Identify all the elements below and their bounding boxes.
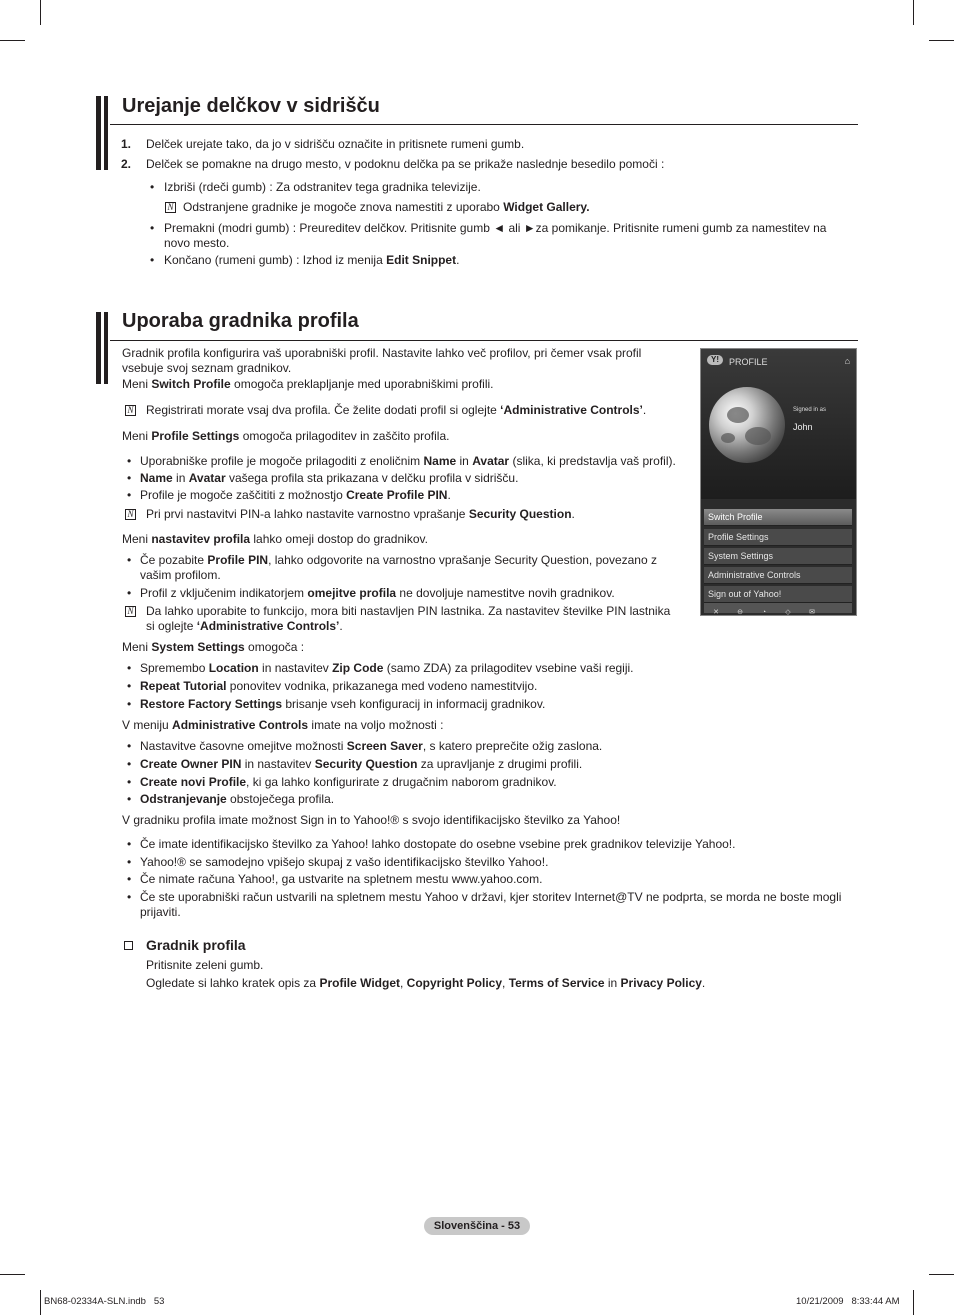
list-item: Če pozabite Profile PIN, lahko odgovorite na varnostno vprašanje Security Question, povezano z: [140, 553, 657, 567]
section-bar: [96, 96, 110, 170]
paragraph: Meni nastavitev profila lahko omeji dostop do gradnikov.: [122, 532, 428, 546]
bullet: •: [127, 855, 132, 869]
paragraph: Meni Profile Settings omogoča prilagoditev in zaščito profila.: [122, 429, 450, 443]
note-text: Registrirati morate vsaj dva profila. Če želite dodati profil si oglejte ‘Administrative Controls’.: [146, 403, 647, 417]
bullet: •: [127, 872, 132, 886]
menu-switch-profile[interactable]: Switch Profile: [704, 509, 852, 526]
checkbox-icon: [124, 941, 133, 950]
step-text: Delček se pomakne na drugo mesto, v podoknu delčka pa se prikaže naslednje besedilo pomoči :: [146, 157, 665, 171]
crop-mark: [929, 1274, 954, 1275]
bullet: •: [150, 221, 155, 235]
bullet: •: [127, 775, 132, 789]
list-item: Name in Avatar vašega profila sta prikazana v delčku profila v sidrišču.: [140, 471, 519, 485]
crop-mark: [929, 40, 954, 41]
list-item: Premakni (modri gumb) : Preureditev delčkov. Pritisnite gumb ◄ ali ►za pomikanje. Pritisnite rumeni gumb za namestitev na: [164, 221, 827, 235]
list-item: Restore Factory Settings brisanje vseh konfiguracij in informacij gradnikov.: [140, 697, 546, 711]
list-item: Spremembo Location in nastavitev Zip Code (samo ZDA) za prilagoditev vsebine vaši regiji.: [140, 661, 634, 675]
crop-mark: [913, 0, 914, 25]
bullet: •: [127, 586, 132, 600]
list-item: Nastavitve časovne omejitve možnosti Screen Saver, s katero preprečite ožig zaslona.: [140, 739, 603, 753]
paragraph: Pritisnite zeleni gumb.: [146, 958, 264, 972]
paragraph: vsebuje svoj seznam gradnikov.: [122, 361, 292, 375]
paragraph: Meni Switch Profile omogoča preklapljanje med uporabniškimi profili.: [122, 377, 494, 391]
list-item: prijaviti.: [140, 905, 181, 919]
step-text: Delček urejate tako, da jo v sidrišču označite in pritisnete rumeni gumb.: [146, 137, 525, 151]
diamond-icon[interactable]: ◇: [785, 609, 791, 616]
bullet: •: [127, 553, 132, 567]
list-item: Profil z vključenim indikatorjem omejitve profila ne dovoljuje namestitve novih gradnikov.: [140, 586, 615, 600]
bullet: •: [127, 837, 132, 851]
list-item: Izbriši (rdeči gumb) : Za odstranitev tega gradnika televizije.: [164, 180, 481, 194]
crop-mark: [40, 0, 41, 25]
crop-mark: [0, 1274, 25, 1275]
menu-sign-out[interactable]: Sign out of Yahoo!: [704, 586, 852, 603]
note-icon: N: [125, 509, 136, 520]
bullet: •: [127, 661, 132, 675]
note-text: Odstranjene gradnike je mogoče znova namestiti z uporabo Widget Gallery.: [183, 200, 590, 214]
note-icon: N: [125, 606, 136, 617]
note-text: Pri prvi nastavitvi PIN-a lahko nastavite varnostno vprašanje Security Question.: [146, 507, 575, 521]
bullet: •: [127, 488, 132, 502]
bullet: •: [127, 792, 132, 806]
menu-system-settings[interactable]: System Settings: [704, 548, 852, 565]
list-item: Če imate identifikacijsko številko za Yahoo! lahko dostopate do osebne vsebine prek gradnikov televizije Yahoo!.: [140, 837, 736, 851]
profile-title: PROFILE: [729, 357, 768, 367]
page-number: Slovenščina - 53: [424, 1217, 530, 1235]
widget-icon[interactable]: ◔: [761, 609, 767, 616]
signed-in-label: Signed in as: [793, 407, 827, 413]
bullet: •: [150, 253, 155, 267]
list-item: Create novi Profile, ki ga lahko konfigurirate z drugačnim naborom gradnikov.: [140, 775, 557, 789]
bullet: •: [127, 739, 132, 753]
file-name: BN68-02334A-SLN.indb 53: [44, 1296, 165, 1307]
menu-administrative-controls[interactable]: Administrative Controls: [704, 567, 852, 584]
bullet: •: [127, 679, 132, 693]
step-number: 2.: [121, 157, 132, 171]
yahoo-logo: Y!: [707, 355, 723, 365]
paragraph: Gradnik profila konfigurira vaš uporabniški profil. Nastavite lahko več profilov, pri čemer vsak profil: [122, 346, 642, 360]
list-item: Yahoo!® se samodejno vpišejo skupaj z vašo identifikacijsko številko Yahoo!.: [140, 855, 549, 869]
bullet: •: [127, 471, 132, 485]
list-item: vašim profilom.: [140, 568, 221, 582]
list-item: novo mesto.: [164, 236, 230, 250]
bullet: •: [127, 454, 132, 468]
note-text: Da lahko uporabite to funkcijo, mora biti nastavljen PIN lastnika. Za nastavitev številke PIN lastnika: [146, 604, 671, 618]
paragraph: V gradniku profila imate možnost Sign in to Yahoo!® s svojo identifikacijsko številko za Yahoo!: [122, 813, 621, 827]
mail-icon[interactable]: ✉: [809, 609, 815, 616]
list-item: Repeat Tutorial ponovitev vodnika, prikazanega med vodeno namestitvijo.: [140, 679, 538, 693]
globe-avatar: [709, 387, 785, 463]
section-title: Uporaba gradnika profila: [122, 310, 359, 332]
section-rule: [110, 340, 858, 341]
note-text: si oglejte ‘Administrative Controls’.: [146, 619, 343, 633]
list-item: Če ste uporabniški račun ustvarili na spletnem mestu Yahoo v državi, kjer storitev Internet@TV ne podprta, se morda ne boste mogli: [140, 890, 842, 904]
note-icon: N: [125, 405, 136, 416]
crop-mark: [0, 40, 25, 41]
list-item: Uporabniške profile je mogoče prilagoditi z enoličnim Name in Avatar (slika, ki predstavlja vaš profil).: [140, 454, 676, 468]
crop-mark: [40, 1290, 41, 1315]
minus-icon[interactable]: ⊖: [737, 609, 743, 616]
list-item: Profile je mogoče zaščititi z možnostjo Create Profile PIN.: [140, 488, 451, 502]
list-item: Create Owner PIN in nastavitev Security Question za upravljanje z drugimi profili.: [140, 757, 583, 771]
subsection-title: Gradnik profila: [146, 937, 246, 953]
paragraph: Ogledate si lahko kratek opis za Profile Widget, Copyright Policy, Terms of Service in Privacy Policy.: [146, 976, 706, 990]
bullet: •: [127, 890, 132, 904]
home-icon: ⌂: [844, 356, 850, 366]
bullet: •: [150, 180, 155, 194]
bullet: •: [127, 697, 132, 711]
paragraph: V meniju Administrative Controls imate na voljo možnosti :: [122, 718, 444, 732]
list-item: Če nimate računa Yahoo!, ga ustvarite na spletnem mestu www.yahoo.com.: [140, 872, 543, 886]
menu-profile-settings[interactable]: Profile Settings: [704, 529, 852, 546]
button-bar: [704, 603, 852, 616]
print-date: 10/21/2009 8:33:44 AM: [796, 1296, 900, 1307]
section-rule: [110, 124, 858, 125]
note-icon: N: [165, 202, 176, 213]
list-item: Odstranjevanje obstoječega profila.: [140, 792, 335, 806]
close-icon[interactable]: ✕: [713, 609, 719, 616]
step-number: 1.: [121, 137, 132, 151]
paragraph: Meni System Settings omogoča :: [122, 640, 305, 654]
crop-mark: [913, 1290, 914, 1315]
section-title: Urejanje delčkov v sidrišču: [122, 95, 380, 117]
user-name: John: [793, 422, 813, 432]
list-item: Končano (rumeni gumb) : Izhod iz menija Edit Snippet.: [164, 253, 460, 267]
profile-widget-screenshot: [700, 348, 857, 616]
bullet: •: [127, 757, 132, 771]
section-bar: [96, 312, 110, 384]
